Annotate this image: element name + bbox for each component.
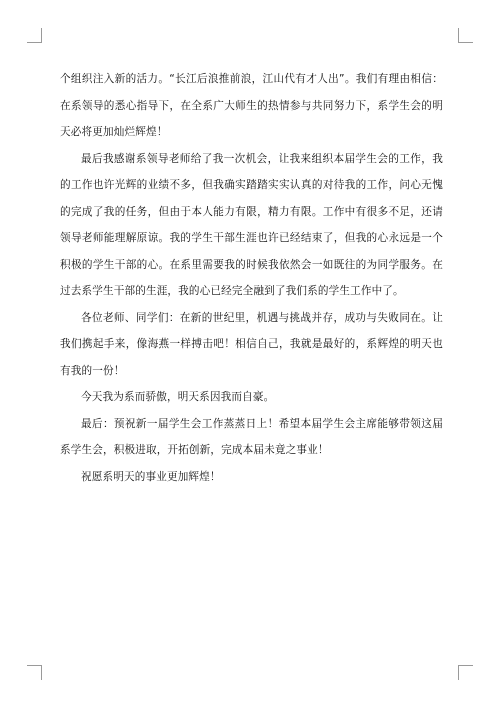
margin-corner-mark-bottom-left — [27, 665, 42, 680]
paragraph-continuation: 个组织注入新的活力。“长江后浪推前浪，江山代有才人出”。我们有理由相信：在系领导的悉心指导下，在全系广大师生的热情参与共同努力下，系学生会的明天必将更加灿烂辉煌！ — [60, 73, 443, 138]
paragraph-pride: 今天我为系而骄傲，明天系因我而自豪。 — [81, 391, 275, 403]
margin-corner-mark-top-right — [458, 28, 473, 43]
margin-corner-mark-bottom-right — [458, 665, 473, 680]
paragraph-closing: 祝愿系明天的事业更加辉煌！ — [81, 470, 221, 483]
paragraph-thanks: 最后我感谢系领导老师给了我一次机会，让我来组织本届学生会的工作，我的工作也许光辉的业绩不多，但我确实踏踏实实认真的对待我的工作，问心无愧的完成了我的任务，但由于本人能力有限，精力有限。工作中有很多不足，还请领导老师能理解原谅。我的学生干部生涯也许已经结束了，但我的心永远是一个积极的学生干部的心。在系里需要我的时候我依然会一如既往的为同学服务。在过去系学生干部的生涯，我的心已经完全融到了我们系的学生工作中了。 — [60, 152, 443, 297]
paragraph-address: 各位老师、同学们：在新的世纪里，机遇与挑战并存，成功与失败同在。让我们携起手来，像海燕一样搏击吧！相信自己，我就是最好的，系辉煌的明天也有我的一份！ — [60, 311, 443, 377]
margin-corner-mark-top-left — [27, 28, 42, 43]
document-body — [60, 66, 443, 490]
paragraph-wishes: 最后：预祝新一届学生会工作蒸蒸日上！希望本届学生会主席能够带领这届系学生会，积极进取，开拓创新，完成本届未竟之事业！ — [60, 417, 443, 456]
